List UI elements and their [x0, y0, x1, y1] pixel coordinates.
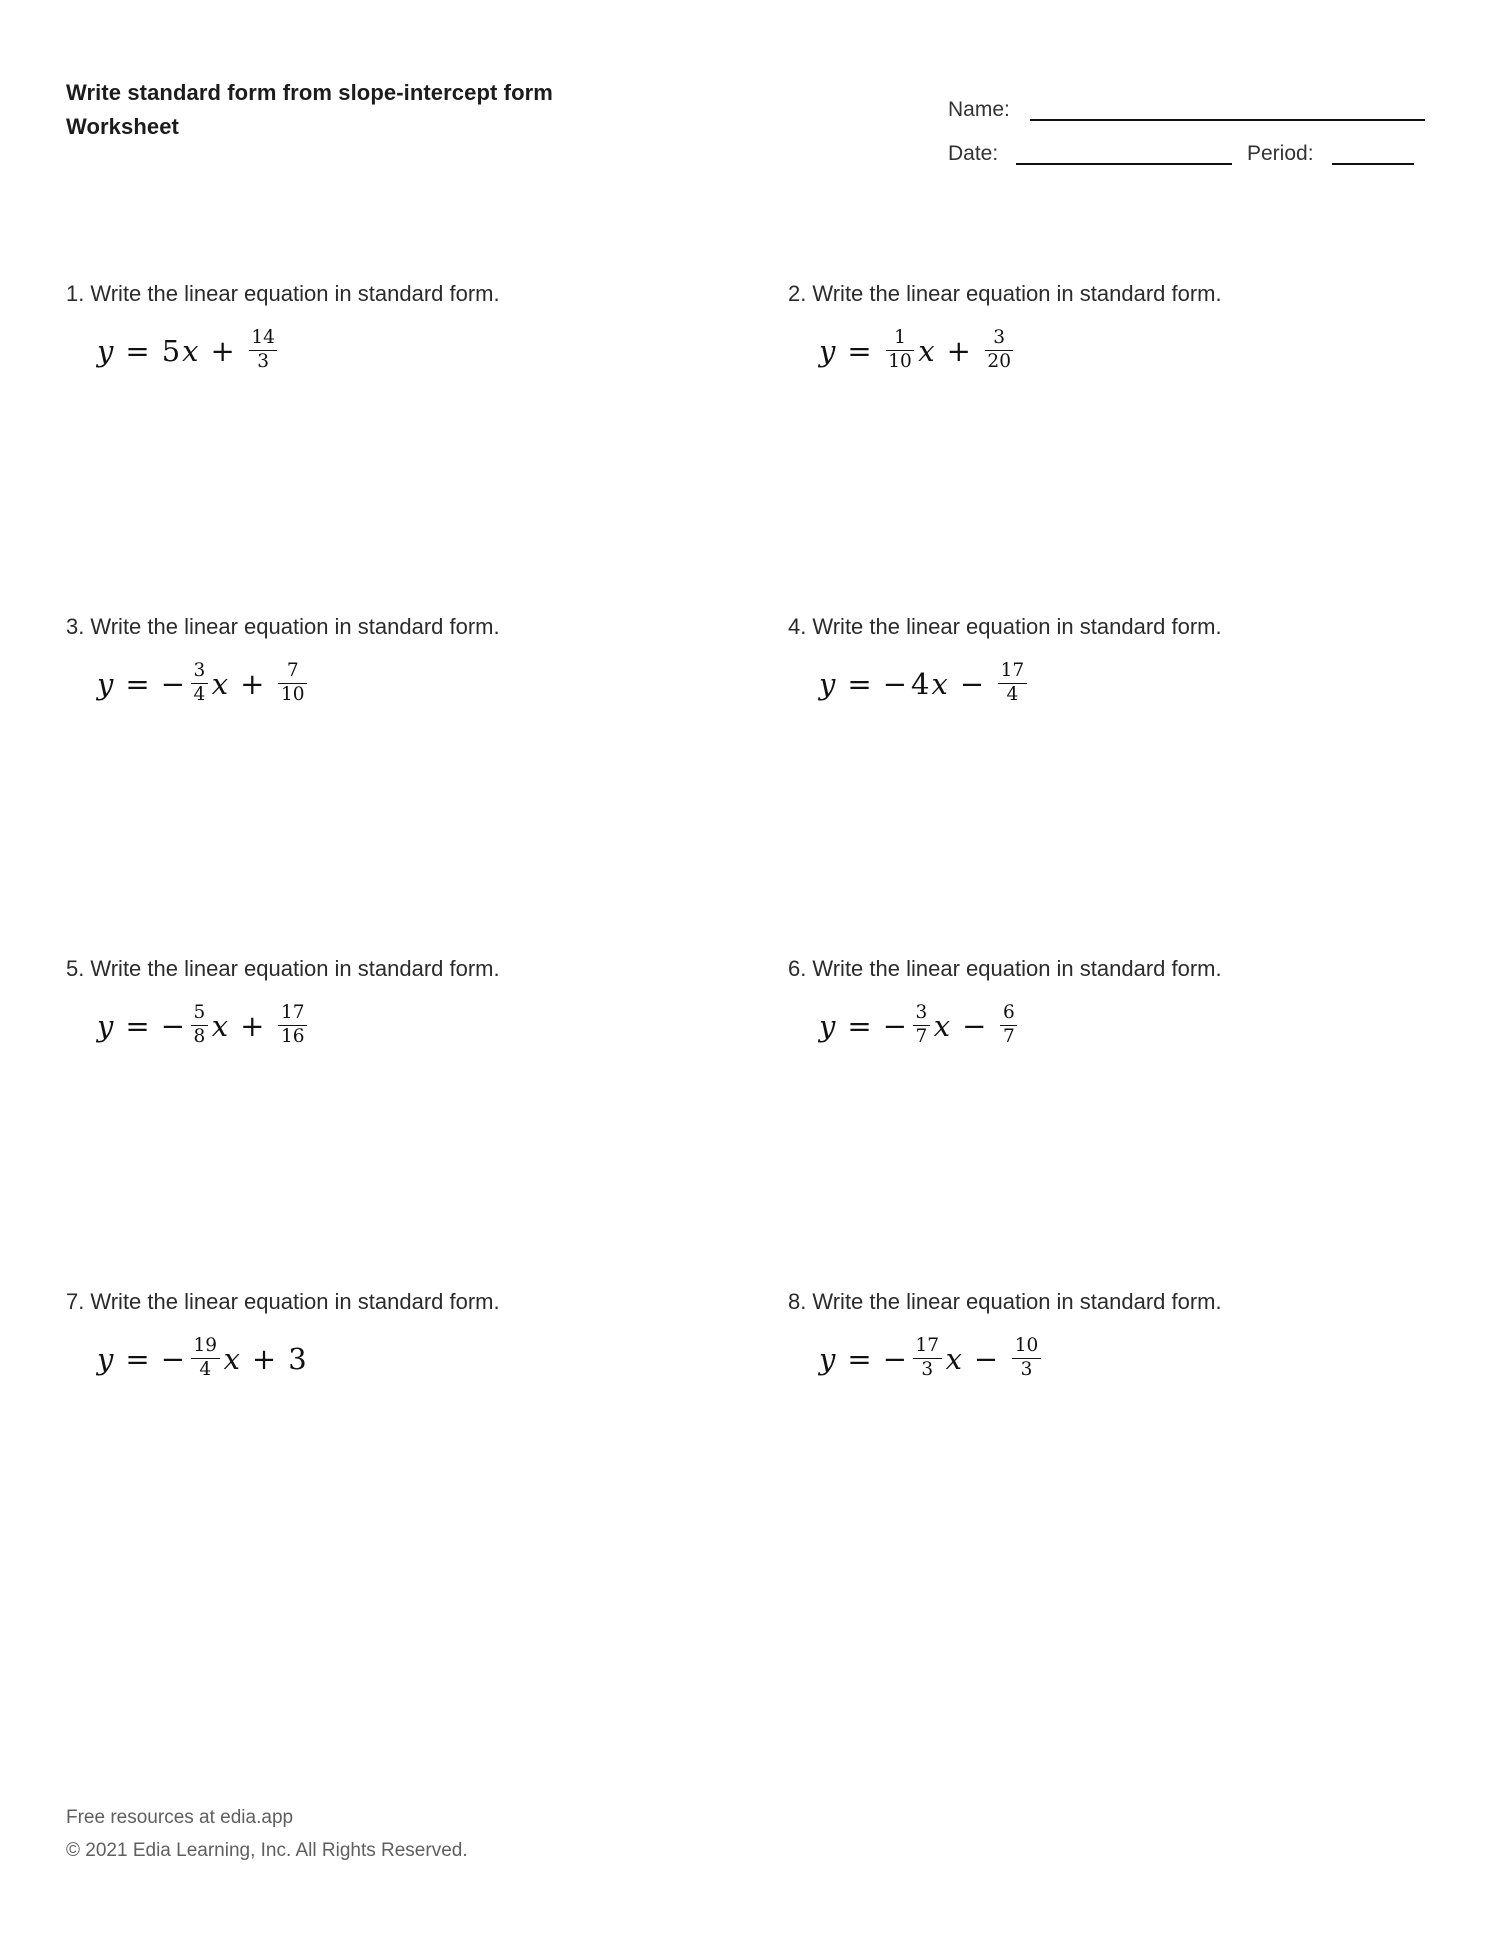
problem-3 [66, 612, 726, 712]
problem-6-prompt-text: Write the linear equation in standard form. [812, 956, 1222, 981]
date-blank-line [1016, 163, 1232, 165]
problem-4-prompt [788, 612, 1448, 641]
problem-8-number: 8. [788, 1289, 807, 1314]
problem-7-number: 7. [66, 1289, 85, 1314]
problem-4 [788, 612, 1448, 712]
problem-4-number: 4. [788, 614, 807, 639]
period-blank-line [1332, 163, 1414, 165]
problem-6-equation: y = − $\frac{3}{7}$ x − $\frac{6}{7}$ [818, 998, 1448, 1054]
page-title [66, 76, 553, 144]
problem-8-prompt-text: Write the linear equation in standard form. [812, 1289, 1222, 1314]
problem-5-prompt-text: Write the linear equation in standard form. [90, 956, 500, 981]
problem-1-prompt-text: Write the linear equation in standard form. [90, 281, 500, 306]
problem-6 [788, 954, 1448, 1054]
problem-7 [66, 1287, 726, 1387]
problem-6-prompt [788, 954, 1448, 983]
name-label: Name: [948, 98, 1010, 121]
problem-8 [788, 1287, 1448, 1387]
problem-2-equation: y = $\frac{1}{10}$ x + $\frac{3}{20}$ [818, 323, 1448, 379]
problem-1-number: 1. [66, 281, 85, 306]
problem-1 [66, 279, 726, 379]
problem-2 [788, 279, 1448, 379]
problem-2-number: 2. [788, 281, 807, 306]
problem-5-prompt [66, 954, 726, 983]
date-label: Date: [948, 142, 999, 165]
period-label: Period: [1247, 142, 1314, 165]
problem-2-prompt-text: Write the linear equation in standard form. [812, 281, 1222, 306]
problem-4-equation: y = − 4 x − $\frac{17}{4}$ [818, 656, 1448, 712]
problem-3-prompt [66, 612, 726, 641]
problem-4-prompt-text: Write the linear equation in standard form. [812, 614, 1222, 639]
problem-8-equation: y = − $\frac{17}{3}$ x − $\frac{10}{3}$ [818, 1331, 1448, 1387]
page-title-line2: Worksheet [66, 114, 179, 139]
problem-5-equation: y = − $\frac{5}{8}$ x + $\frac{17}{16}$ [96, 998, 726, 1054]
problem-7-prompt [66, 1287, 726, 1316]
page-title-line1: Write standard form from slope-intercept form [66, 80, 553, 105]
problem-5 [66, 954, 726, 1054]
problem-2-prompt [788, 279, 1448, 308]
problem-1-equation: y = 5 x + $\frac{14}{3}$ [96, 323, 726, 379]
problem-7-prompt-text: Write the linear equation in standard form. [90, 1289, 500, 1314]
footer-resources-text: Free resources at edia.app [66, 1807, 294, 1828]
name-blank-line [1030, 119, 1425, 121]
page-footer [66, 1801, 468, 1867]
problem-5-number: 5. [66, 956, 85, 981]
problem-6-number: 6. [788, 956, 807, 981]
problem-8-prompt [788, 1287, 1448, 1316]
problem-7-equation: y = − $\frac{19}{4}$ x + 3 [97, 1334, 307, 1380]
problem-3-equation: y = − $\frac{3}{4}$ x + $\frac{7}{10}$ [96, 656, 726, 712]
problem-3-number: 3. [66, 614, 85, 639]
footer-copyright-text: © 2021 Edia Learning, Inc. All Rights Reserved. [66, 1840, 468, 1861]
problem-1-prompt [66, 279, 726, 308]
problem-3-prompt-text: Write the linear equation in standard form. [90, 614, 500, 639]
